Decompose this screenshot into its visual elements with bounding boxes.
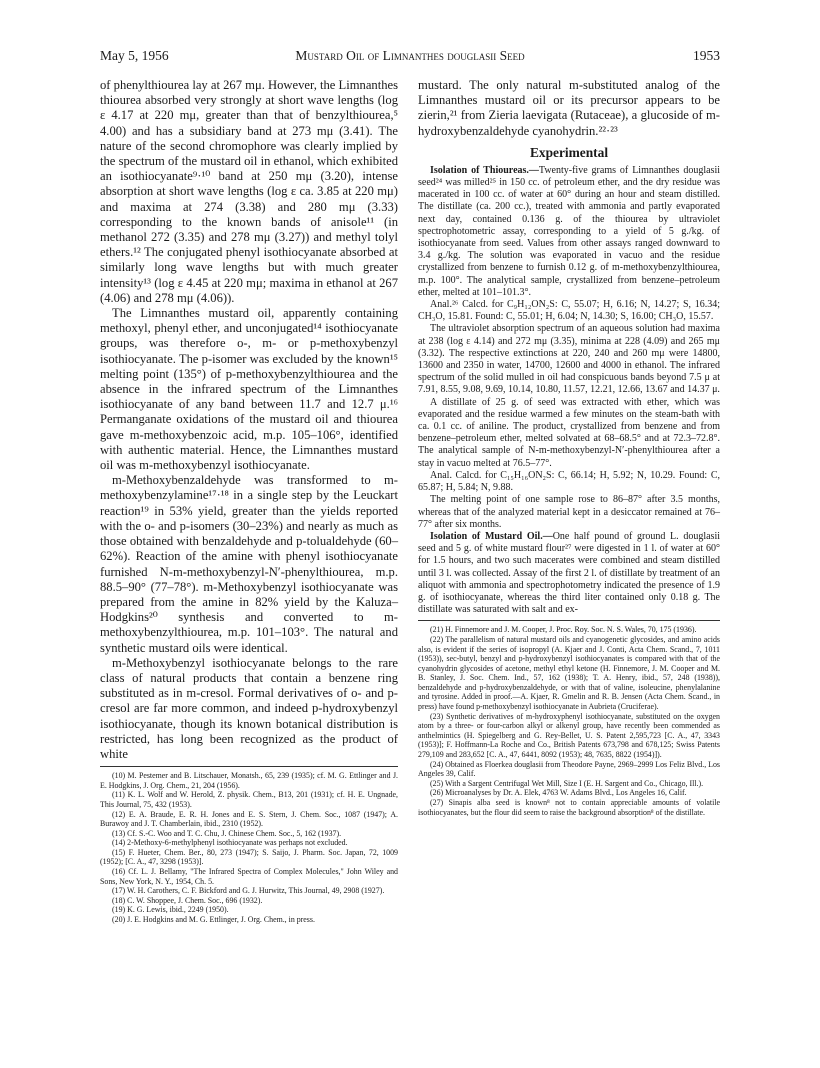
header-title: Mustard Oil of Limnanthes douglasii Seed: [295, 48, 525, 63]
experimental-paragraph: [418, 470, 720, 494]
footnote-divider: [418, 620, 720, 621]
paragraph-text: The melting point of one sample rose to 86–87° after 3.5 months, whereas that of the analyzed material kept in a desiccator remained at 76–77° after six months.: [418, 494, 720, 530]
header-page-number: 1953: [693, 48, 720, 63]
paragraph-lead: Isolation of Mustard Oil.—: [430, 530, 553, 542]
footnote: (19) K. G. Lewis, ibid., 2249 (1950).: [112, 905, 229, 915]
footnote: (11) K. L. Wolf and W. Herold, Z. physik. Chem., B13, 201 (1931); cf. H. E. Ungnade, This Journal, 75, 432 (1953).: [100, 790, 398, 809]
experimental-paragraph: [418, 397, 720, 470]
footnote: (17) W. H. Carothers, C. F. Bickford and G. J. Hurwitz, This Journal, 49, 2908 (1927).: [112, 886, 385, 896]
paragraph-text: The ultraviolet absorption spectrum of an aqueous solution had maxima at 238 (log ε 4.14) and 272 mμ (3.35), minima at 228 (4.09) and 265 mμ (3.32). The respective extinctions at 220, 240 and 260 mμ were 14800, 13600 and 2350 in water, 14700, 12600 and 4000 in ethanol. The infrared spectrum of the solid mulled in oil had conspicuous bands beyond 7.5 μ at 7.91, 8.55, 9.08, 9.69, 10.14, 10.80, 11.57, 12.21, 12.66, 13.67 and 14.37 μ.: [418, 323, 720, 396]
experimental-paragraph: [418, 165, 720, 299]
footnote: (27) Sinapis alba seed is known⁸ not to contain appreciable amounts of volatile isothiocyanates, but the flour did seem to raise the background absorption⁸ of the distillate.: [418, 798, 720, 817]
footnote: (20) J. E. Hodgkins and M. G. Ettlinger, J. Org. Chem., in press.: [112, 915, 315, 925]
footnote: (23) Synthetic derivatives of m-hydroxyphenyl isothiocyanate, substituted on the oxygen atom by a three- or four-carbon alkyl or alkenyl group, have recently been commended as anthelmintics (H. Spiegelberg and G. Rey-Bellet, U. S. Patent 2,595,723 [C. A., 47, 3343 (1953)]; F. Hoffmann-La Roche and Co., British Patents 673,798 and 678,125; Swiss Patents 279,109 and 283,652 [C. A., 47, 6441, 8092 (1953); 48, 7635, 8822 (1954)]).: [418, 711, 720, 760]
footnote: (15) F. Hueter, Chem. Ber., 80, 273 (1947); S. Saijo, J. Pharm. Soc. Japan, 72, 1009 (1952); [C. A., 47, 3298 (1953)].: [100, 847, 398, 867]
experimental-paragraph: [418, 299, 720, 323]
section-title: Experimental: [529, 144, 609, 160]
body-paragraph: The Limnanthes mustard oil, apparently containing methoxyl, phenyl ether, and unconjugated¹⁴ isothiocyanate groups, was therefore o-, m- or p-methoxybenzyl isothiocyanate. The p-isomer was excluded by the known¹⁵ melting point (135°) of p-methoxybenzylthiourea and the absence in the infrared spectrum of the Limnanthes isothiocyanate of any band between 11.7 and 12.7 μ.¹⁶ Permanganate oxidations of the mustard oil and thiourea gave m-methoxybenzoic acid, m.p. 105–106°, identified with authentic material. Hence, the Limnanthes mustard oil was m-methoxybenzyl isothiocyanate.: [100, 306, 398, 473]
right-column: [418, 78, 720, 817]
paragraph-lead: Isolation of Thioureas.—: [430, 164, 539, 176]
footnote-divider: [100, 766, 398, 767]
left-column: [100, 78, 398, 925]
footnote: (12) E. A. Braude, E. R. H. Jones and E. S. Stern, J. Chem. Soc., 1087 (1947); A. Burawoy and J. T. Chamberlain, ibid., 2310 (1952).: [100, 809, 398, 829]
experimental-paragraph: [418, 494, 720, 531]
header-date: May 5, 1956: [100, 48, 169, 63]
footnote: (16) Cf. L. J. Bellamy, "The Infrared Spectra of Complex Molecules," John Wiley and Sons, New York, N. Y., 1954, Ch. 5.: [100, 867, 398, 886]
footnote: (26) Microanalyses by Dr. A. Elek, 4763 W. Adams Blvd., Los Angeles 16, Calif.: [430, 788, 687, 798]
paragraph-text: One half pound of ground L. douglasii seed and 5 g. of white mustard flour²⁷ were digested in 1 l. of water at 60° for 1.5 hours, and two such macerates were combined and steam distilled until 3 l. was collected. Assay of the first 2 l. of distillate by treatment of an aliquot with ammonia and spectrophotometry indicated the presence of 1.9 g. of isothiocyanate, whereas the third liter contained only 0.18 g. The distillate was saturated with salt and ex-: [418, 530, 721, 616]
body-paragraph: mustard. The only natural m-substituted analog of the Limnanthes mustard oil or its precursor appears to be zierin,²¹ from Zieria laevigata (Rutaceae), a glucoside of m-hydroxybenzaldehyde cyanohydrin.²²·²³: [418, 78, 720, 138]
footnote: (13) Cf. S.-C. Woo and T. C. Chu, J. Chinese Chem. Soc., 5, 162 (1937).: [112, 828, 342, 838]
footnote: (24) Obtained as Floerkea douglasii from Theodore Payne, 2969–2999 Los Feliz Blvd., Los Angeles 39, Calif.: [418, 759, 720, 779]
body-paragraph: m-Methoxybenzaldehyde was transformed to m-methoxybenzylamine¹⁷·¹⁸ in a single step by the Leuckart reaction¹⁹ in 53% yield, greater than the yields reported with the o- and p-isomers (30–23%) and nearly as much as those obtained with benzaldehyde and p-tolualdehyde (60–62%). Reaction of the amine with phenyl isothiocyanate furnished N-m-methoxybenzyl-N′-phenylthiourea, m.p. 88.5–90° (77–78°). m-Methoxybenzyl isothiocyanate was prepared from the amine in 82% yield by the Kaluza–Hodgkins²⁰ synthesis and converted to m-methoxybenzylthiourea, m.p. 101–103°. The natural and synthetic mustard oils were identical.: [100, 473, 398, 655]
paragraph-text: Anal.²⁶ Calcd. for C₉H₁₂ON₂S: C, 55.07; H, 6.16; N, 14.27; S, 16.34; CH₃O, 15.81. Found: C, 55.01; H, 6.04; N, 14.30; S, 16.00; CH₃O, 15.57.: [418, 299, 720, 323]
right-footnotes: [418, 625, 720, 817]
footnote: (18) C. W. Shoppee, J. Chem. Soc., 696 (1932).: [112, 895, 263, 905]
paragraph-text: Anal. Calcd. for C₁₅H₁₆ON₂S: C, 66.14; H, 5.92; N, 10.29. Found: C, 65.87; H, 5.84; N, 9.88.: [418, 469, 720, 494]
experimental-paragraph: [418, 323, 720, 396]
paragraph-text: Twenty-five grams of Limnanthes douglasii seed²⁴ was milled²⁵ in 150 cc. of petroleum ether, and the dry residue was macerated in 100 cc. of water at 60° during an hour and steam distilled. The distillate (ca. 200 cc.), treated with ammonia and partly evaporated next day, contained 0.136 g. of the thiourea by ultraviolet spectrophotometric assay, corresponding to a yield of 5 g./kg. of isothiocyanate from seed. Values from other assays ranged downward to 3.4 g./kg. The solution was evaporated in vacuo and the residue crystallized from benzene to furnish 0.12 g. of m-methoxybenzylthiourea, m.p. 100°. The analytical sample, crystallized from benzene–petroleum ether, melted at 101–101.3°.: [418, 164, 720, 298]
page-header: [100, 48, 720, 68]
footnote: (21) H. Finnemore and J. M. Cooper, J. Proc. Roy. Soc. N. S. Wales, 70, 175 (1936).: [430, 625, 697, 635]
body-paragraph: m-Methoxybenzyl isothiocyanate belongs to the rare class of natural products that contain a benzene ring substituted as in m-cresol. Formal derivatives of o- and p-cresol are far more common, and indeed p-hydroxybenzyl isothiocyanate, though its known botanical distribution is restricted, has long been recognized as the product of white: [100, 655, 398, 761]
paragraph-text: A distillate of 25 g. of seed was extracted with ether, which was evaporated and the residue warmed a few minutes on the steam-bath with ca. 0.1 cc. of aniline. The product, crystallized from benzene and from benzene–petroleum ether, melted solvated at 68–68.5° and at 72.3–72.8°. The analytical sample of N-m-methoxybenzyl-N′-phenylthiourea after a stay in vacuo melted at 76.5–77°.: [418, 396, 720, 469]
footnote: (10) M. Pestemer and B. Litschauer, Monatsh., 65, 239 (1935); cf. M. G. Ettlinger and J. E. Hodgkins, J. Org. Chem., 21, 204 (1956).: [100, 771, 398, 790]
footnote: (25) With a Sargent Centrifugal Wet Mill, Size I (E. H. Sargent and Co., Chicago, Ill.).: [430, 778, 704, 788]
body-paragraph: of phenylthiourea lay at 267 mμ. However, the Limnanthes thiourea absorbed very strongly at short wave lengths (log ε 4.17 at 220 mμ, greater than that of benzylthiourea,⁵ 4.00) and has a subsidiary band at 273 mμ (3.41). The nature of the second chromophore was clearly implied by the spectrum of the mustard oil in ethanol, which exhibited an isothiocyanate⁹·¹⁰ band at 250 mμ (3.20), intense absorption at short wave lengths (log ε ca. 3.85 at 220 mμ) and maxima at 274 (3.38) and 280 mμ (3.33) corresponding to the known bands of anisole¹¹ (in methanol 272 (3.35) and 278 mμ (3.27)) and methyl tolyl ethers.¹² The conjugated phenyl isothiocyanate absorbed at similarly long wave lengths but with much greater intensity¹³ (log ε 4.45 at 220 mμ; maxima in ethanol at 267 (4.06) and 278 mμ (4.06)).: [100, 78, 398, 305]
experimental-paragraph: [418, 531, 720, 616]
footnote: (22) The parallelism of natural mustard oils and cyanogenetic glycosides, and amino acids also, is evident if the series of isopropyl (A. Kjaer and J. Conti, Acta Chem. Scand., 7, 1011 (1953)), sec-butyl, benzyl and p-hydroxybenzyl isothiocyanates is compared with that of the cyanohydrin glycosides of acetone, methyl ethyl ketone (H. Finnemore, J. M. Cooper and M. B. Stanley, J. Soc. Chem. Ind., 57, 162 (1938); T. A. Henry, ibid., 57, 248 (1938)), benzaldehyde and p-hydroxybenzaldehyde, or with that of valine, isoleucine, phenylalanine and tyrosine. Added in proof.—A. Kjaer, R. Gmelin and R. B. Jensen (Acta Chem. Scand., in press) have found p-methoxybenzyl isothiocyanate in Aubrieta (Cruciferae).: [418, 634, 720, 712]
left-footnotes: [100, 771, 398, 925]
footnote: (14) 2-Methoxy-6-methylphenyl isothiocyanate was perhaps not excluded.: [112, 838, 348, 848]
